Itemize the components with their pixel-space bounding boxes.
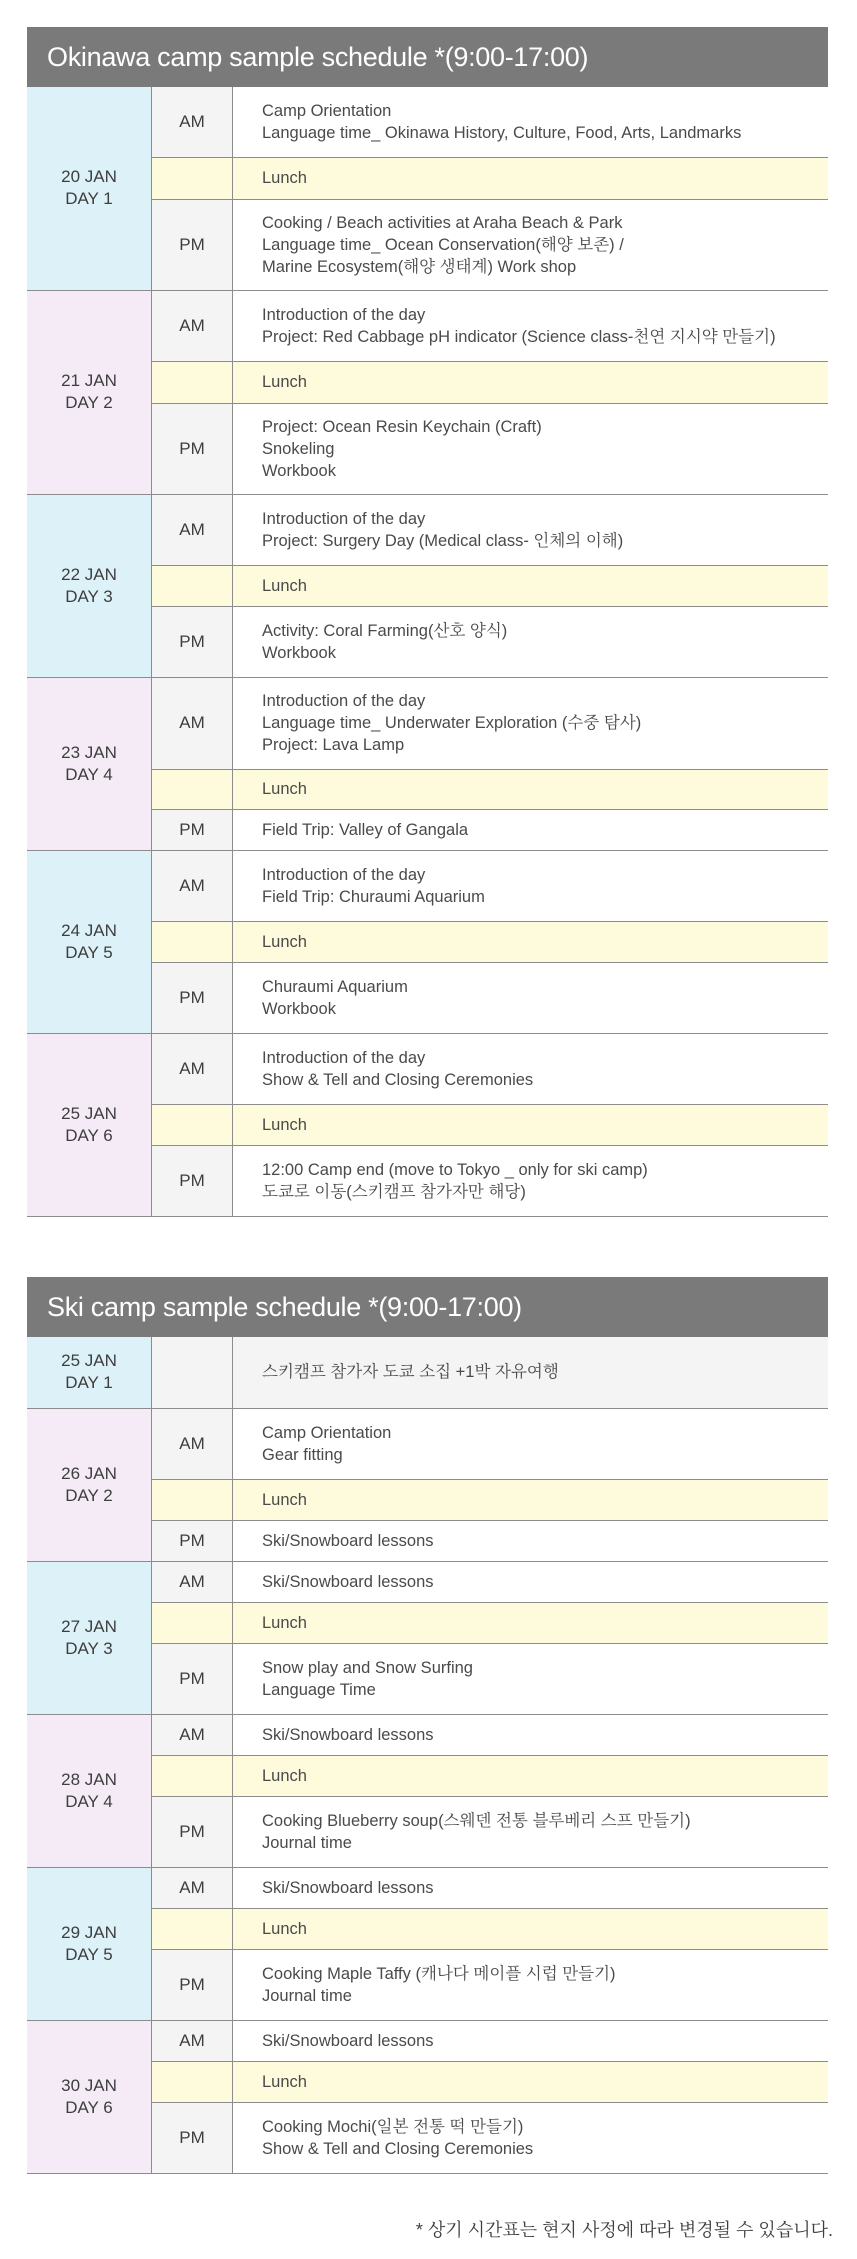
activity-line: Ski/Snowboard lessons — [262, 1725, 434, 1744]
activity-line: Workbook — [262, 461, 336, 480]
okinawa-title: Okinawa camp sample schedule *(9:00-17:00) — [27, 27, 828, 87]
schedule-row — [27, 1408, 828, 1479]
activity-cell — [233, 1908, 829, 1949]
activity-line: Lunch — [262, 2072, 307, 2091]
activity-line: 도쿄로 이동(스키캠프 참가자만 해당) — [262, 1182, 526, 1201]
activity-cell — [233, 290, 829, 361]
period-cell: AM — [152, 1033, 233, 1104]
activity-line: Gear fitting — [262, 1445, 343, 1464]
day-cell — [27, 2020, 152, 2173]
activity-line: Introduction of the day — [262, 692, 426, 710]
day-cell — [27, 1408, 152, 1561]
period-cell: PM — [152, 199, 233, 290]
activity-cell — [233, 1755, 829, 1796]
activity-line: Project: Lava Lamp — [262, 736, 405, 754]
day-number: DAY 6 — [65, 2097, 113, 2117]
period-cell — [152, 1755, 233, 1796]
period-cell — [152, 769, 233, 809]
period-cell — [152, 565, 233, 606]
day-date: 27 JAN — [61, 1616, 117, 1636]
activity-cell — [233, 1602, 829, 1643]
period-cell — [152, 2061, 233, 2102]
day-cell — [27, 1867, 152, 2020]
schedule-row — [27, 1867, 828, 1908]
day-number: DAY 4 — [65, 1791, 113, 1811]
activity-cell — [233, 1520, 829, 1561]
period-cell: PM — [152, 1520, 233, 1561]
activity-line: Field Trip: Churaumi Aquarium — [262, 887, 485, 906]
day-date: 21 JAN — [61, 371, 117, 390]
activity-line: Show & Tell and Closing Ceremonies — [262, 2139, 534, 2158]
activity-line: Marine Ecosystem(해양 생태계) Work shop — [262, 257, 577, 276]
activity-cell — [233, 1033, 829, 1104]
activity-line: Ski/Snowboard lessons — [262, 2031, 434, 2050]
activity-line: Lunch — [262, 1919, 307, 1938]
period-cell: PM — [152, 1796, 233, 1867]
period-cell — [152, 1908, 233, 1949]
activity-cell — [233, 361, 829, 403]
ski-schedule-table — [27, 1337, 828, 2174]
period-cell — [152, 1104, 233, 1145]
day-cell — [27, 1033, 152, 1216]
activity-line: Churaumi Aquarium — [262, 977, 408, 996]
day-number: DAY 5 — [65, 1944, 113, 1964]
activity-cell — [233, 1714, 829, 1755]
activity-cell — [233, 1337, 829, 1408]
day-cell — [27, 87, 152, 290]
period-cell: AM — [152, 494, 233, 565]
activity-line: Journal time — [262, 1986, 352, 2005]
activity-line: Cooking / Beach activities at Araha Beach & Park — [262, 213, 623, 232]
schedule-row — [27, 1714, 828, 1755]
activity-line: Project: Red Cabbage pH indicator (Science class-천연 지시약 만들기) — [262, 327, 776, 346]
schedule-row — [27, 1561, 828, 1602]
period-cell: PM — [152, 403, 233, 494]
activity-line: Ski/Snowboard lessons — [262, 1531, 434, 1550]
activity-cell — [233, 606, 829, 677]
activity-cell — [233, 2020, 829, 2061]
activity-line: Lunch — [262, 1766, 307, 1785]
activity-cell — [233, 565, 829, 606]
activity-line: Lunch — [262, 932, 307, 951]
activity-cell — [233, 1867, 829, 1908]
activity-cell — [233, 1949, 829, 2020]
activity-cell — [233, 403, 829, 494]
period-cell: AM — [152, 2020, 233, 2061]
period-cell: AM — [152, 677, 233, 769]
period-cell: PM — [152, 1145, 233, 1216]
period-cell: AM — [152, 1561, 233, 1602]
activity-line: Introduction of the day — [262, 865, 426, 884]
activity-cell — [233, 1479, 829, 1520]
activity-line: Workbook — [262, 999, 336, 1018]
activity-line: Language time_ Ocean Conservation(해양 보존) / — [262, 235, 624, 254]
activity-line: Cooking Mochi(일본 전통 떡 만들기) — [262, 2117, 524, 2136]
day-date: 22 JAN — [61, 564, 117, 584]
activity-line: Language time_ Okinawa History, Culture, Food, Arts, Landmarks — [262, 123, 742, 142]
activity-line: Project: Ocean Resin Keychain (Craft) — [262, 417, 542, 436]
day-date: 25 JAN — [61, 1103, 117, 1123]
ski-title: Ski camp sample schedule *(9:00-17:00) — [27, 1277, 828, 1337]
activity-line: Project: Surgery Day (Medical class- 인체의 이해) — [262, 531, 624, 550]
period-cell — [152, 1479, 233, 1520]
activity-line: Cooking Maple Taffy (캐나다 메이플 시럽 만들기) — [262, 1964, 616, 1983]
day-number: DAY 1 — [65, 1373, 113, 1393]
footnote: * 상기 시간표는 현지 사정에 따라 변경될 수 있습니다. — [415, 2220, 833, 2240]
period-cell — [152, 1337, 233, 1408]
period-cell: AM — [152, 87, 233, 157]
day-number: DAY 2 — [65, 1485, 113, 1505]
day-cell — [27, 1337, 152, 1408]
activity-cell — [233, 921, 829, 962]
period-cell: PM — [152, 606, 233, 677]
day-date: 25 JAN — [61, 1351, 117, 1371]
activity-cell — [233, 2061, 829, 2102]
okinawa-schedule-table — [27, 87, 828, 1217]
day-date: 26 JAN — [61, 1463, 117, 1483]
period-cell: AM — [152, 850, 233, 921]
activity-cell — [233, 850, 829, 921]
activity-line: Ski/Snowboard lessons — [262, 1572, 434, 1591]
activity-line: Lunch — [262, 169, 307, 187]
period-cell: AM — [152, 1867, 233, 1908]
activity-line: Lunch — [262, 1613, 307, 1632]
period-cell — [152, 921, 233, 962]
period-cell — [152, 1602, 233, 1643]
activity-line: Lunch — [262, 780, 307, 798]
activity-line: Field Trip: Valley of Gangala — [262, 820, 469, 839]
activity-line: Journal time — [262, 1833, 352, 1852]
ski-section — [27, 1277, 828, 2174]
activity-line: Camp Orientation — [262, 1423, 392, 1442]
schedule-row — [27, 290, 828, 361]
activity-line: Snow play and Snow Surfing — [262, 1658, 473, 1677]
day-cell — [27, 850, 152, 1033]
schedule-row — [27, 87, 828, 157]
day-number: DAY 4 — [65, 764, 113, 784]
activity-line: Ski/Snowboard lessons — [262, 1878, 434, 1897]
schedule-row — [27, 494, 828, 565]
day-date: 24 JAN — [61, 920, 117, 940]
activity-line: 스키캠프 참가자 도쿄 소집 +1박 자유여행 — [262, 1363, 559, 1382]
activity-line: Activity: Coral Farming(산호 양식) — [262, 621, 508, 640]
period-cell: PM — [152, 1643, 233, 1714]
period-cell — [152, 361, 233, 403]
day-date: 23 JAN — [61, 742, 117, 762]
activity-line: Language Time — [262, 1680, 376, 1699]
day-number: DAY 2 — [65, 393, 113, 412]
activity-cell — [233, 1561, 829, 1602]
day-cell — [27, 494, 152, 677]
activity-line: 12:00 Camp end (move to Tokyo _ only for ski camp) — [262, 1160, 648, 1179]
activity-line: Show & Tell and Closing Ceremonies — [262, 1070, 534, 1089]
day-cell — [27, 290, 152, 494]
activity-cell — [233, 494, 829, 565]
activity-line: Workbook — [262, 643, 336, 662]
activity-line: Introduction of the day — [262, 1048, 426, 1067]
activity-line: Lunch — [262, 1115, 307, 1134]
activity-cell — [233, 769, 829, 809]
day-number: DAY 5 — [65, 942, 113, 962]
activity-cell — [233, 2102, 829, 2173]
day-number: DAY 3 — [65, 1638, 113, 1658]
activity-line: Lunch — [262, 373, 307, 391]
schedule-row — [27, 677, 828, 769]
day-date: 20 JAN — [61, 167, 117, 187]
activity-line: Lunch — [262, 576, 307, 595]
activity-cell — [233, 1145, 829, 1216]
activity-line: Lunch — [262, 1490, 307, 1509]
period-cell: AM — [152, 290, 233, 361]
schedule-row — [27, 2020, 828, 2061]
day-number: DAY 1 — [65, 189, 113, 209]
day-date: 30 JAN — [61, 2075, 117, 2095]
period-cell: AM — [152, 1408, 233, 1479]
schedule-row — [27, 1033, 828, 1104]
activity-line: Cooking Blueberry soup(스웨덴 전통 블루베리 스프 만들기) — [262, 1811, 691, 1830]
activity-line: Language time_ Underwater Exploration (수중 탐사) — [262, 714, 642, 732]
activity-cell — [233, 809, 829, 850]
activity-line: Camp Orientation — [262, 101, 392, 120]
period-cell: PM — [152, 962, 233, 1033]
period-cell: AM — [152, 1714, 233, 1755]
period-cell: PM — [152, 1949, 233, 2020]
day-number: DAY 6 — [65, 1125, 113, 1145]
day-cell — [27, 677, 152, 850]
activity-cell — [233, 1408, 829, 1479]
activity-line: Snokeling — [262, 439, 335, 458]
activity-cell — [233, 677, 829, 769]
day-date: 29 JAN — [61, 1922, 117, 1942]
activity-cell — [233, 199, 829, 290]
activity-cell — [233, 1104, 829, 1145]
day-date: 28 JAN — [61, 1769, 117, 1789]
period-cell — [152, 157, 233, 199]
schedule-row — [27, 850, 828, 921]
period-cell: PM — [152, 809, 233, 850]
period-cell: PM — [152, 2102, 233, 2173]
day-cell — [27, 1561, 152, 1714]
activity-cell — [233, 962, 829, 1033]
day-number: DAY 3 — [65, 586, 113, 606]
activity-line: Introduction of the day — [262, 305, 426, 324]
activity-line: Introduction of the day — [262, 509, 426, 528]
okinawa-section — [27, 27, 828, 1217]
activity-cell — [233, 1796, 829, 1867]
activity-cell — [233, 87, 829, 157]
schedule-row — [27, 1337, 828, 1408]
activity-cell — [233, 1643, 829, 1714]
day-cell — [27, 1714, 152, 1867]
activity-cell — [233, 157, 829, 199]
